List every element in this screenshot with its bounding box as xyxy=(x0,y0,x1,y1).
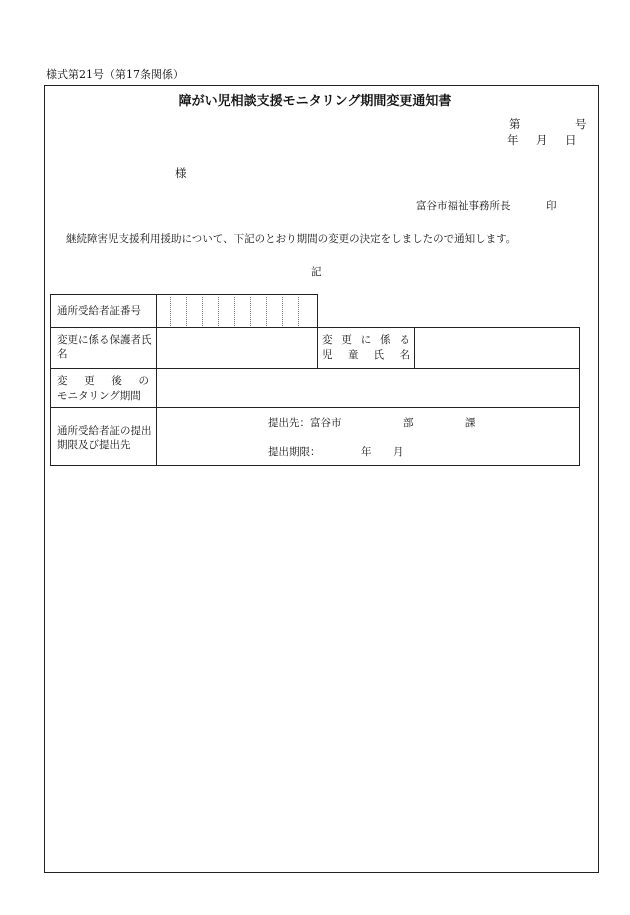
digit-separator-8 xyxy=(282,297,283,326)
date-year: 年 xyxy=(507,133,519,147)
deadline-month-label: 月 xyxy=(393,446,404,458)
row-divider-2 xyxy=(50,407,580,408)
monitoring-label-line1: 変 更 後 の xyxy=(57,375,149,387)
ki-heading: 記 xyxy=(311,266,322,278)
monitoring-period-field[interactable] xyxy=(157,369,579,406)
issuer-name: 富谷市福祉事務所長 xyxy=(416,200,511,212)
submit-to-label: 提出先：富谷市 xyxy=(268,417,342,429)
digit-separator-4 xyxy=(218,297,219,326)
document-title: 障がい児相談支援モニタリング期間変更通知書 xyxy=(178,94,452,109)
recipient-honorific: 様 xyxy=(175,166,187,180)
deadline-year-label: 年 xyxy=(361,446,372,458)
date-month: 月 xyxy=(536,133,548,147)
seal-mark: 印 xyxy=(546,200,557,212)
number-suffix: 号 xyxy=(575,117,587,131)
monitoring-label-line2: モニタリング期間 xyxy=(57,390,141,402)
guardian-name-field[interactable] xyxy=(157,328,316,367)
child-name-field[interactable] xyxy=(415,328,579,367)
department-label: 部 xyxy=(403,417,414,429)
digit-separator-2 xyxy=(186,297,187,326)
document-frame xyxy=(44,85,599,873)
digit-separator-5 xyxy=(234,297,235,326)
section-label: 課 xyxy=(465,417,476,429)
guardian-name-label: 変更に係る保護者氏名 xyxy=(57,334,152,360)
cert-number-label: 通所受給者証番号 xyxy=(57,305,141,317)
digit-separator-3 xyxy=(202,297,203,326)
notice-body-text: 継続障害児支援利用援助について、下記のとおり期間の変更の決定をしましたので通知します。 xyxy=(66,233,517,245)
cert-number-divider xyxy=(156,294,157,328)
digit-separator-1 xyxy=(170,297,171,326)
child-name-label-line1: 変 更 に 係 る xyxy=(322,334,410,346)
guardian-child-divider xyxy=(317,327,318,368)
submission-label: 通所受給者証の提出期限及び提出先 xyxy=(57,425,152,451)
digit-separator-9 xyxy=(298,297,299,326)
number-prefix: 第 xyxy=(509,117,521,131)
child-name-label-line2: 児 童 氏 名 xyxy=(322,349,410,361)
digit-separator-6 xyxy=(250,297,251,326)
deadline-label: 提出期限： xyxy=(268,446,321,458)
form-number: 様式第21号（第17条関係） xyxy=(46,68,184,81)
date-day: 日 xyxy=(565,133,577,147)
digit-separator-7 xyxy=(266,297,267,326)
